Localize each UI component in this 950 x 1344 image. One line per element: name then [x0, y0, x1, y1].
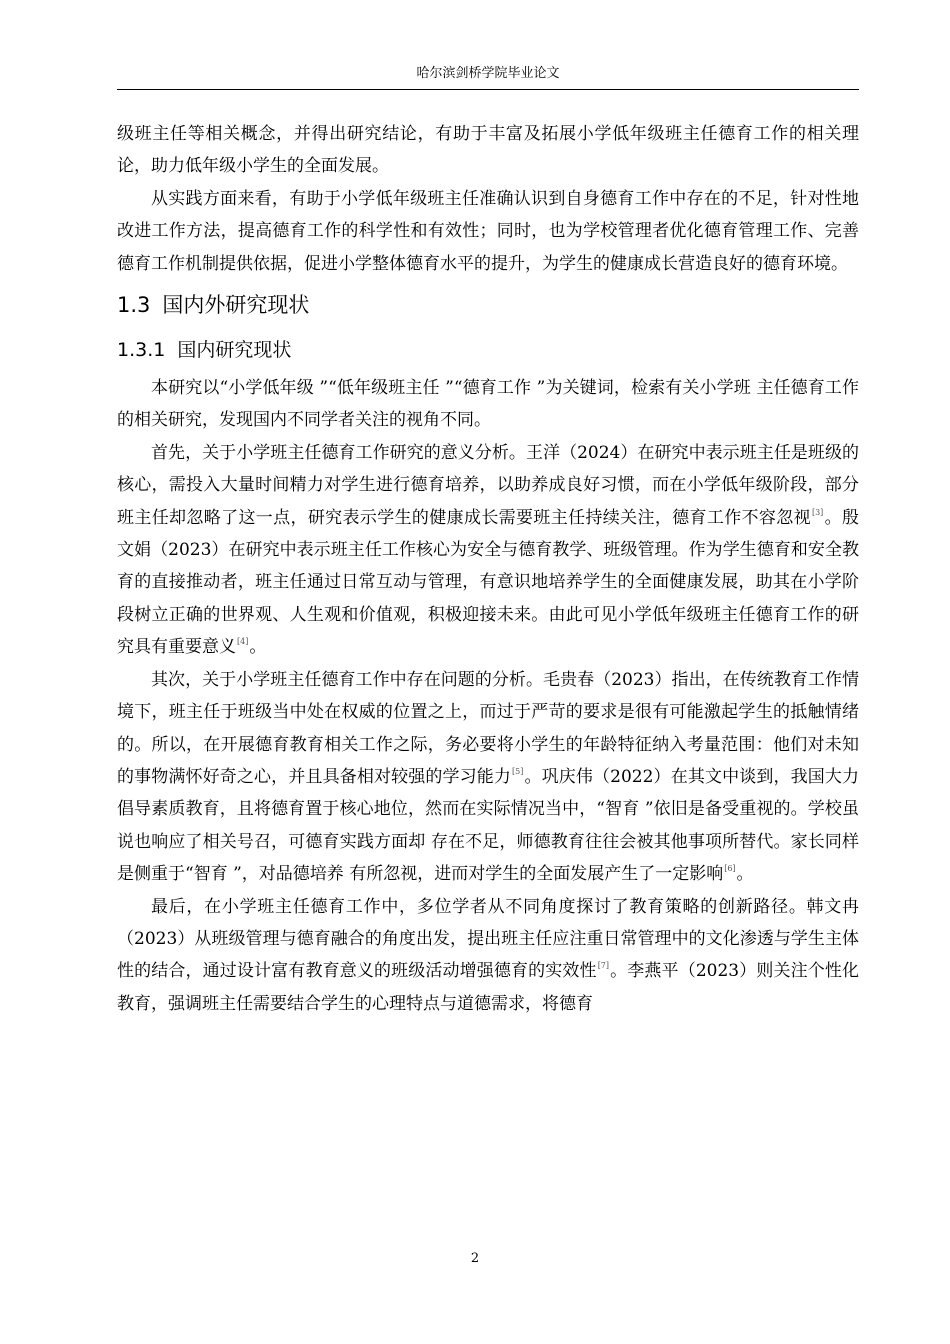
citation-marker: [5] [512, 766, 524, 776]
citation-marker: [7] [597, 961, 610, 971]
subsection-title: 国内研究现状 [177, 339, 292, 362]
paragraph-text: 。 [249, 637, 267, 658]
paragraph-text: 。李燕平（2023）则关注个性化教育，强调班主任需要结合学生的心理特点与道德需求，将德育 [117, 961, 860, 1014]
paragraph-text: 其次，关于小学班主任德育工作中存在问题的分析。毛贵春（2023）指出，在传统教育工作情境下，班主任于班级当中处在权威的位置之上，而过于严苛的要求是很有可能激起学生的抵触情绪的。所以，在开展德育教育相关工作之际，务必要将小学生的年龄特征纳入考量范围：他们对未知的事物满怀好奇之心，并且具备相对较强的学习能力 [117, 669, 859, 787]
citation-marker: [6] [724, 864, 736, 874]
paragraph-practical-significance: 从实践方面来看，有助于小学低年级班主任准确认识到自身德育工作中存在的不足，针对性地改进工作方法，提高德育工作的科学性和有效性；同时，也为学校管理者优化德育管理工作、完善德育工作机制提供依据，促进小学整体德育水平的提升，为学生的健康成长营造良好的德育环境。 [117, 188, 859, 274]
section-heading [117, 284, 859, 326]
section-number: 1.3 [117, 293, 151, 318]
page-number: 2 [470, 1251, 480, 1266]
section-title: 国内外研究现状 [162, 293, 310, 318]
paragraph-text: 。巩庆伟（2022）在其文中谈到，我国大力倡导素质教育，且将德育置于核心地位，然而在实际情况当中，“智育 ”依旧是备受重视的。学校虽说也响应了相关号召，可德育实践方面却 存在不足，师德教育往往会被其他事项所替代。家长同样是侧重于“智育 ”，对品德培养 有所忽视，进而对学生的全面发展产生了一定影响 [117, 766, 860, 885]
header-title: 哈尔滨剑桥学院毕业论文 [416, 66, 560, 81]
paragraph-keywords: 本研究以“小学低年级 ”“低年级班主任 ”“德育工作 ”为关键词，检索有关小学班 主任德育工作的相关研究，发现国内不同学者关注的视角不同。 [117, 378, 859, 431]
paragraph-text: 。 [736, 864, 754, 885]
paragraph-text: 最后，在小学班主任德育工作中，多位学者从不同角度探讨了教育策略的创新路径。韩文冉（2023）从班级管理与德育融合的角度出发，提出班主任应注重日常管理中的文化渗透与学生主体性的结合，通过设计富有教育意义的班级活动增强德育的实效性 [117, 896, 859, 982]
subsection-heading [117, 328, 859, 372]
subsection-number: 1.3.1 [117, 339, 166, 362]
paragraph-text: 。殷文娟（2023）在研究中表示班主任工作核心为安全与德育教学、班级管理。作为学生德育和安全教育的直接推动者，班主任通过日常互动与管理，有意识地培养学生的全面健康发展，助其在小学阶段树立正确的世界观、人生观和价值观，积极迎接未来。由此可见小学低年级班主任德育工作的研究具有重要意义 [117, 507, 860, 658]
paragraph-strategy-innovation [117, 891, 859, 1021]
citation-marker: [3] [811, 507, 824, 517]
page-content [117, 118, 859, 1020]
paragraph-text: 首先，关于小学班主任德育工作研究的意义分析。王洋（2024）在研究中表示班主任是班级的核心，需投入大量时间精力对学生进行德育培养，以助养成良好习惯，而在小学低年级阶段，部分班主任却忽略了这一点，研究表示学生的健康成长需要班主任持续关注，德育工作不容忽视 [117, 442, 859, 528]
page-header [117, 64, 859, 90]
paragraph-intro-continued: 级班主任等相关概念，并得出研究结论，有助于丰富及拓展小学低年级班主任德育工作的相关理论，助力低年级小学生的全面发展。 [117, 124, 859, 177]
citation-marker: [4] [237, 637, 249, 647]
paragraph-significance-analysis [117, 437, 859, 664]
paragraph-problem-analysis [117, 664, 859, 891]
